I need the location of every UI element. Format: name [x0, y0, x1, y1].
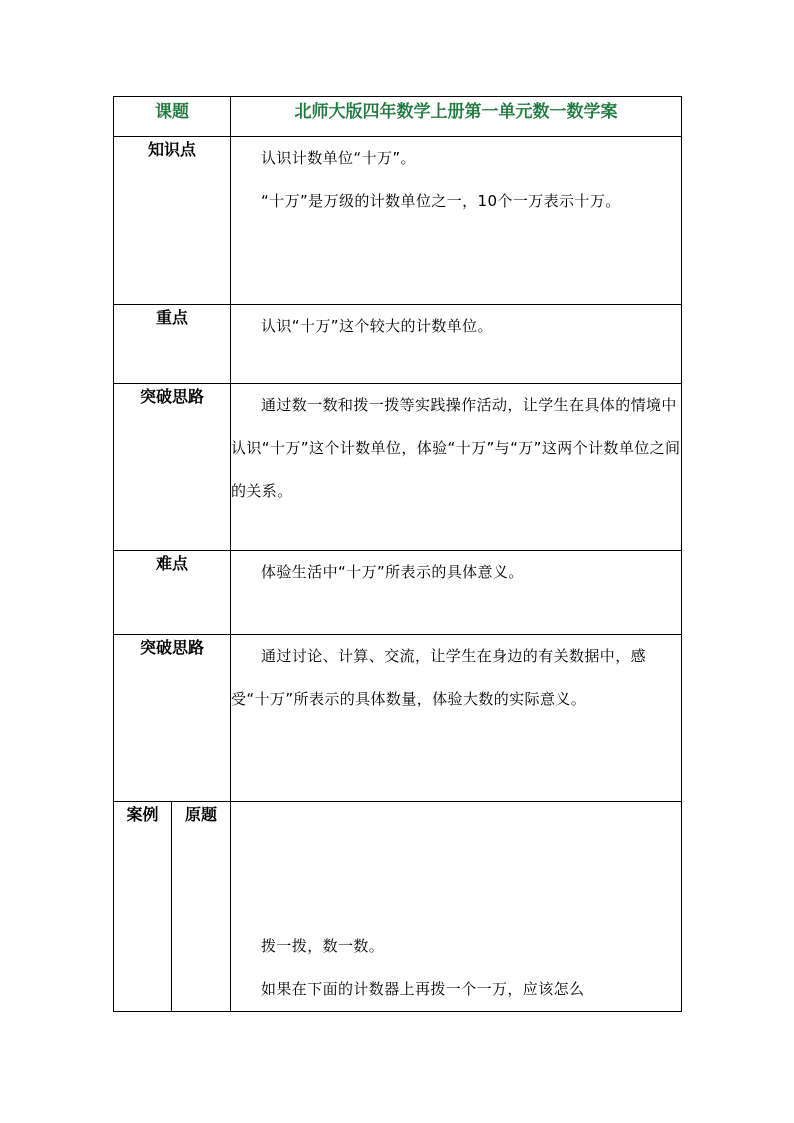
case-row — [114, 802, 682, 1012]
approach-row-2 — [114, 635, 682, 802]
paragraph: 如果在下面的计数器上再拨一个一万，应该怎么 — [261, 980, 585, 998]
key-point-content — [231, 305, 682, 384]
paragraph: 通过数一数和拨一拨等实践操作活动，让学生在具体的情境中认识“十万”这个计数单位，体验“十万”与“万”这两个计数单位之间的关系。 — [231, 396, 681, 500]
approach-label-2: 突破思路 — [114, 635, 231, 802]
approach-content-2 — [231, 635, 682, 802]
paragraph: 体验生活中“十万”所表示的具体意义。 — [261, 563, 524, 581]
paragraph: 拨一拨，数一数。 — [261, 937, 385, 955]
title-row — [114, 97, 682, 137]
difficulty-content — [231, 551, 682, 635]
paragraph: “十万”是万级的计数单位之一，10个一万表示十万。 — [261, 192, 621, 210]
lesson-title: 北师大版四年数学上册第一单元数一数学案 — [231, 97, 682, 137]
knowledge-row — [114, 137, 682, 305]
topic-label: 课题 — [114, 97, 231, 137]
difficulty-row — [114, 551, 682, 635]
case-label: 案例 — [114, 802, 172, 1012]
knowledge-content — [231, 137, 682, 305]
key-point-label: 重点 — [114, 305, 231, 384]
paragraph: 认识计数单位“十万”。 — [261, 149, 416, 167]
approach-label-1: 突破思路 — [114, 384, 231, 551]
paragraph: 认识“十万”这个较大的计数单位。 — [261, 317, 493, 335]
lesson-plan-table — [113, 96, 682, 1012]
paragraph: 通过讨论、计算、交流，让学生在身边的有关数据中，感受“十万”所表示的具体数量，体验大数的实际意义。 — [231, 647, 647, 708]
original-question-label: 原题 — [172, 802, 231, 1012]
approach-row-1 — [114, 384, 682, 551]
approach-content-1 — [231, 384, 682, 551]
difficulty-label: 难点 — [114, 551, 231, 635]
key-point-row — [114, 305, 682, 384]
case-content — [231, 802, 682, 1012]
knowledge-label: 知识点 — [114, 137, 231, 305]
